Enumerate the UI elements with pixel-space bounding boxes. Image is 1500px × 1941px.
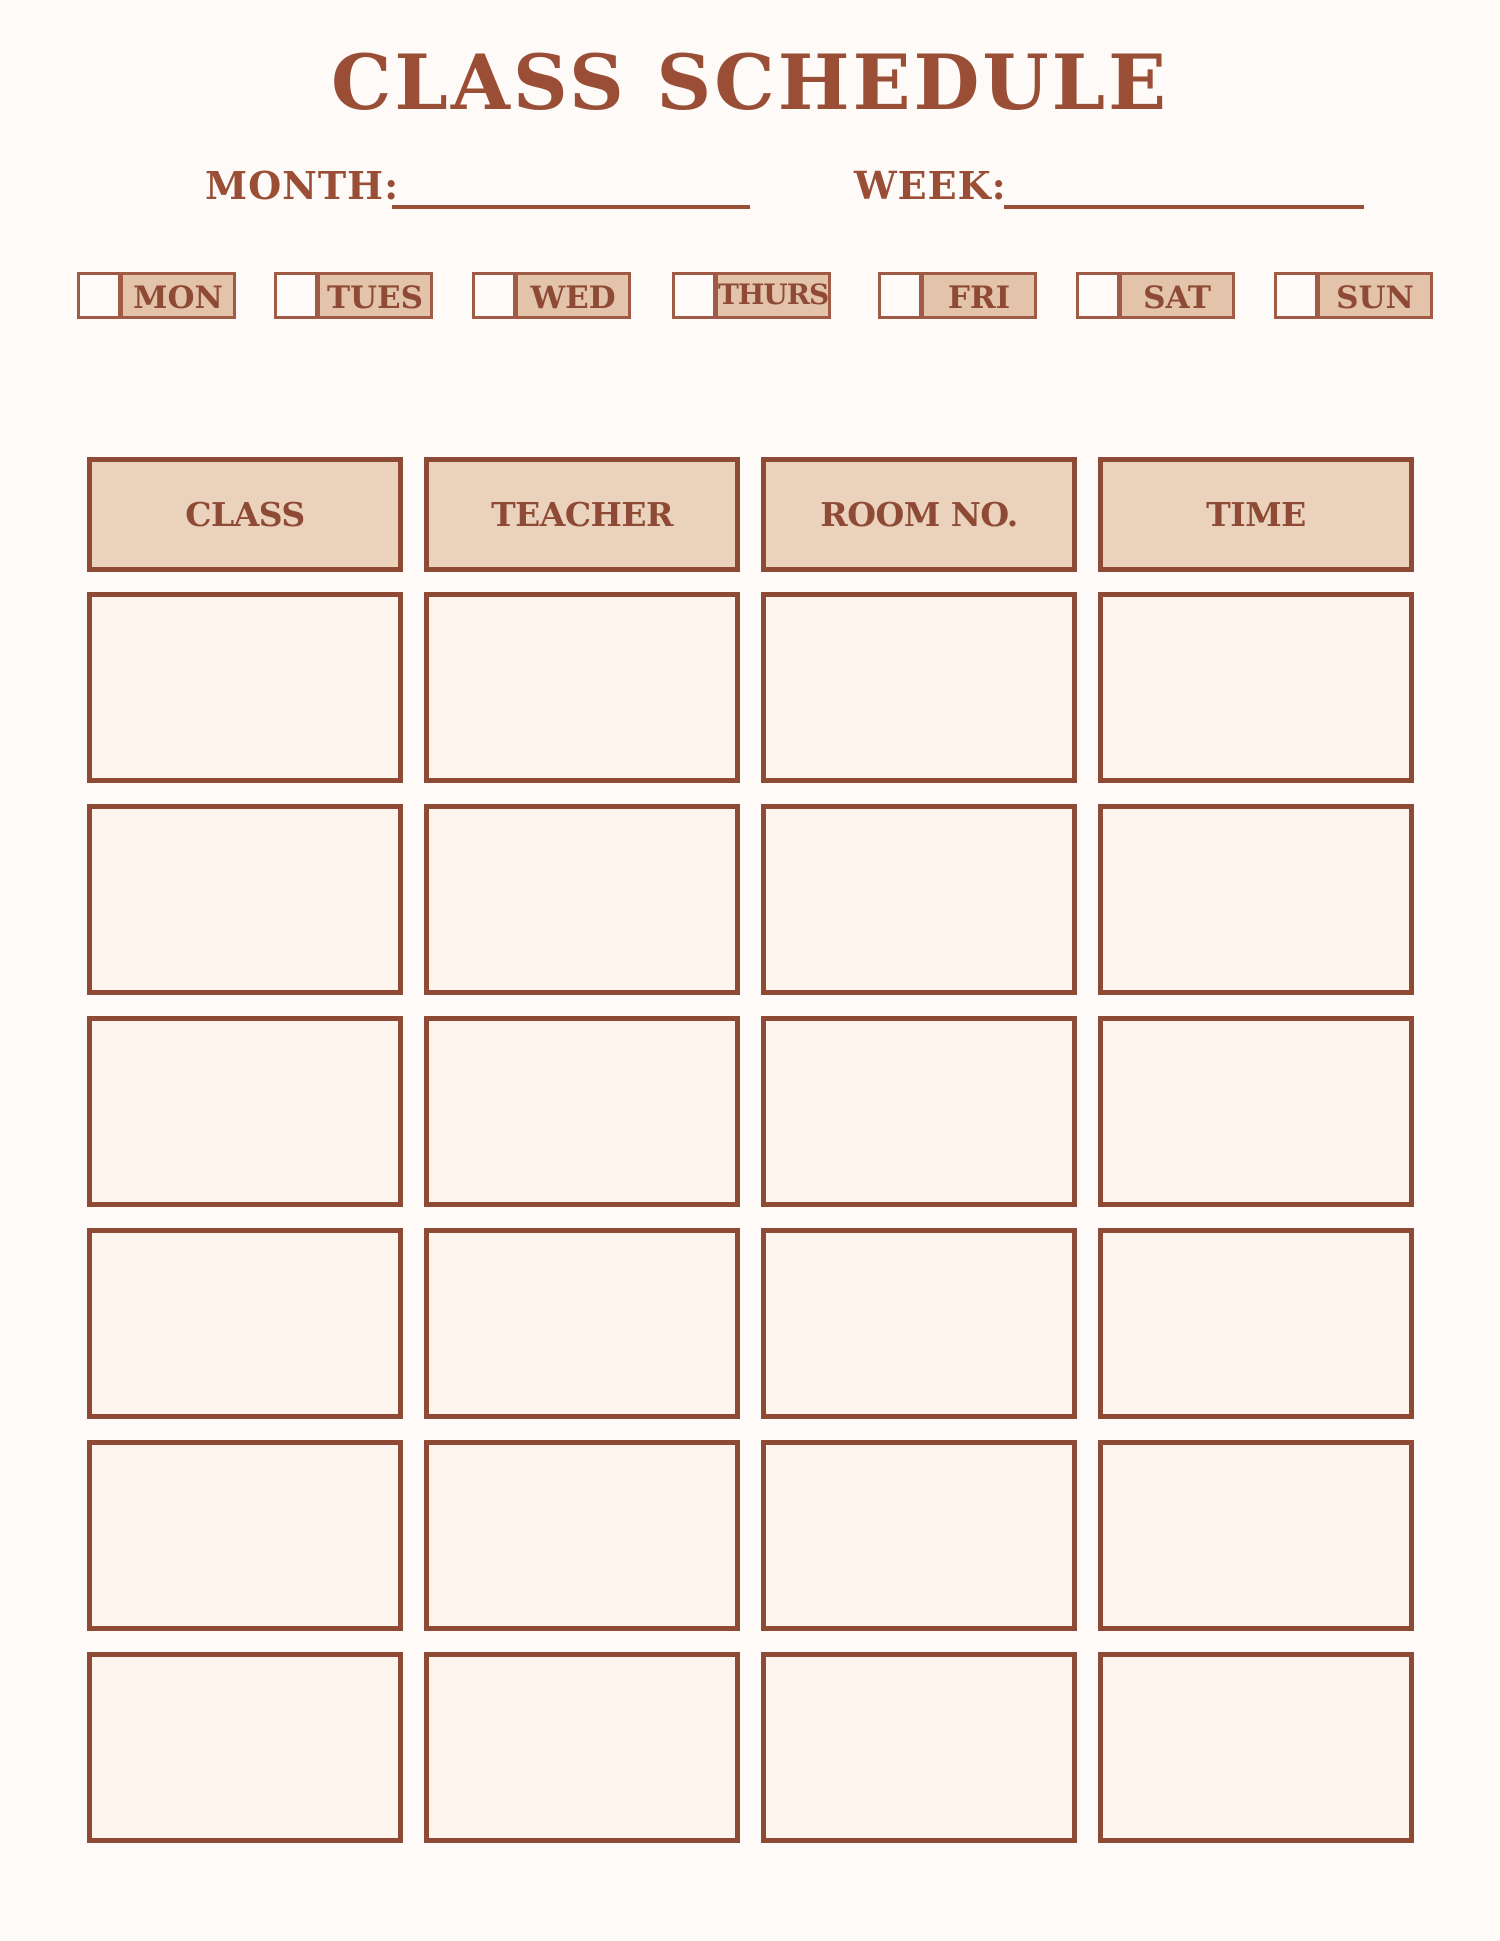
time-cell[interactable] xyxy=(1098,1652,1414,1843)
teacher-cell[interactable] xyxy=(424,1652,740,1843)
room-no-cell[interactable] xyxy=(761,1228,1077,1419)
class-cell[interactable] xyxy=(87,592,403,783)
class-cell[interactable] xyxy=(87,804,403,995)
class-cell[interactable] xyxy=(87,1016,403,1207)
month-field-line[interactable] xyxy=(392,205,750,209)
teacher-cell[interactable] xyxy=(424,592,740,783)
day-sun-checkbox[interactable] xyxy=(1274,272,1318,319)
time-cell[interactable] xyxy=(1098,592,1414,783)
column-header-teacher: TEACHER xyxy=(424,457,740,572)
teacher-cell[interactable] xyxy=(424,1016,740,1207)
class-cell[interactable] xyxy=(87,1228,403,1419)
time-cell[interactable] xyxy=(1098,1016,1414,1207)
teacher-cell[interactable] xyxy=(424,1440,740,1631)
day-sat-checkbox[interactable] xyxy=(1076,272,1120,319)
week-label: WEEK: xyxy=(854,163,1007,208)
room-no-cell[interactable] xyxy=(761,804,1077,995)
day-thurs-label: THURS xyxy=(716,272,831,319)
room-no-cell[interactable] xyxy=(761,1440,1077,1631)
day-wed-label: WED xyxy=(516,272,631,319)
class-cell[interactable] xyxy=(87,1440,403,1631)
column-header-class: CLASS xyxy=(87,457,403,572)
day-fri-checkbox[interactable] xyxy=(878,272,922,319)
room-no-cell[interactable] xyxy=(761,1016,1077,1207)
column-header-room-no: ROOM NO. xyxy=(761,457,1077,572)
week-field-line[interactable] xyxy=(1004,205,1364,209)
day-mon-checkbox[interactable] xyxy=(77,272,121,319)
column-header-time: TIME xyxy=(1098,457,1414,572)
time-cell[interactable] xyxy=(1098,1228,1414,1419)
month-label: MONTH: xyxy=(205,163,400,208)
day-tues-label: TUES xyxy=(318,272,433,319)
day-thurs-checkbox[interactable] xyxy=(672,272,716,319)
class-cell[interactable] xyxy=(87,1652,403,1843)
time-cell[interactable] xyxy=(1098,804,1414,995)
day-sun-label: SUN xyxy=(1318,272,1433,319)
day-mon-label: MON xyxy=(121,272,236,319)
teacher-cell[interactable] xyxy=(424,1228,740,1419)
day-fri-label: FRI xyxy=(922,272,1037,319)
room-no-cell[interactable] xyxy=(761,1652,1077,1843)
teacher-cell[interactable] xyxy=(424,804,740,995)
day-wed-checkbox[interactable] xyxy=(472,272,516,319)
day-tues-checkbox[interactable] xyxy=(274,272,318,319)
day-sat-label: SAT xyxy=(1120,272,1235,319)
time-cell[interactable] xyxy=(1098,1440,1414,1631)
page-title: CLASS SCHEDULE xyxy=(330,38,1170,127)
room-no-cell[interactable] xyxy=(761,592,1077,783)
